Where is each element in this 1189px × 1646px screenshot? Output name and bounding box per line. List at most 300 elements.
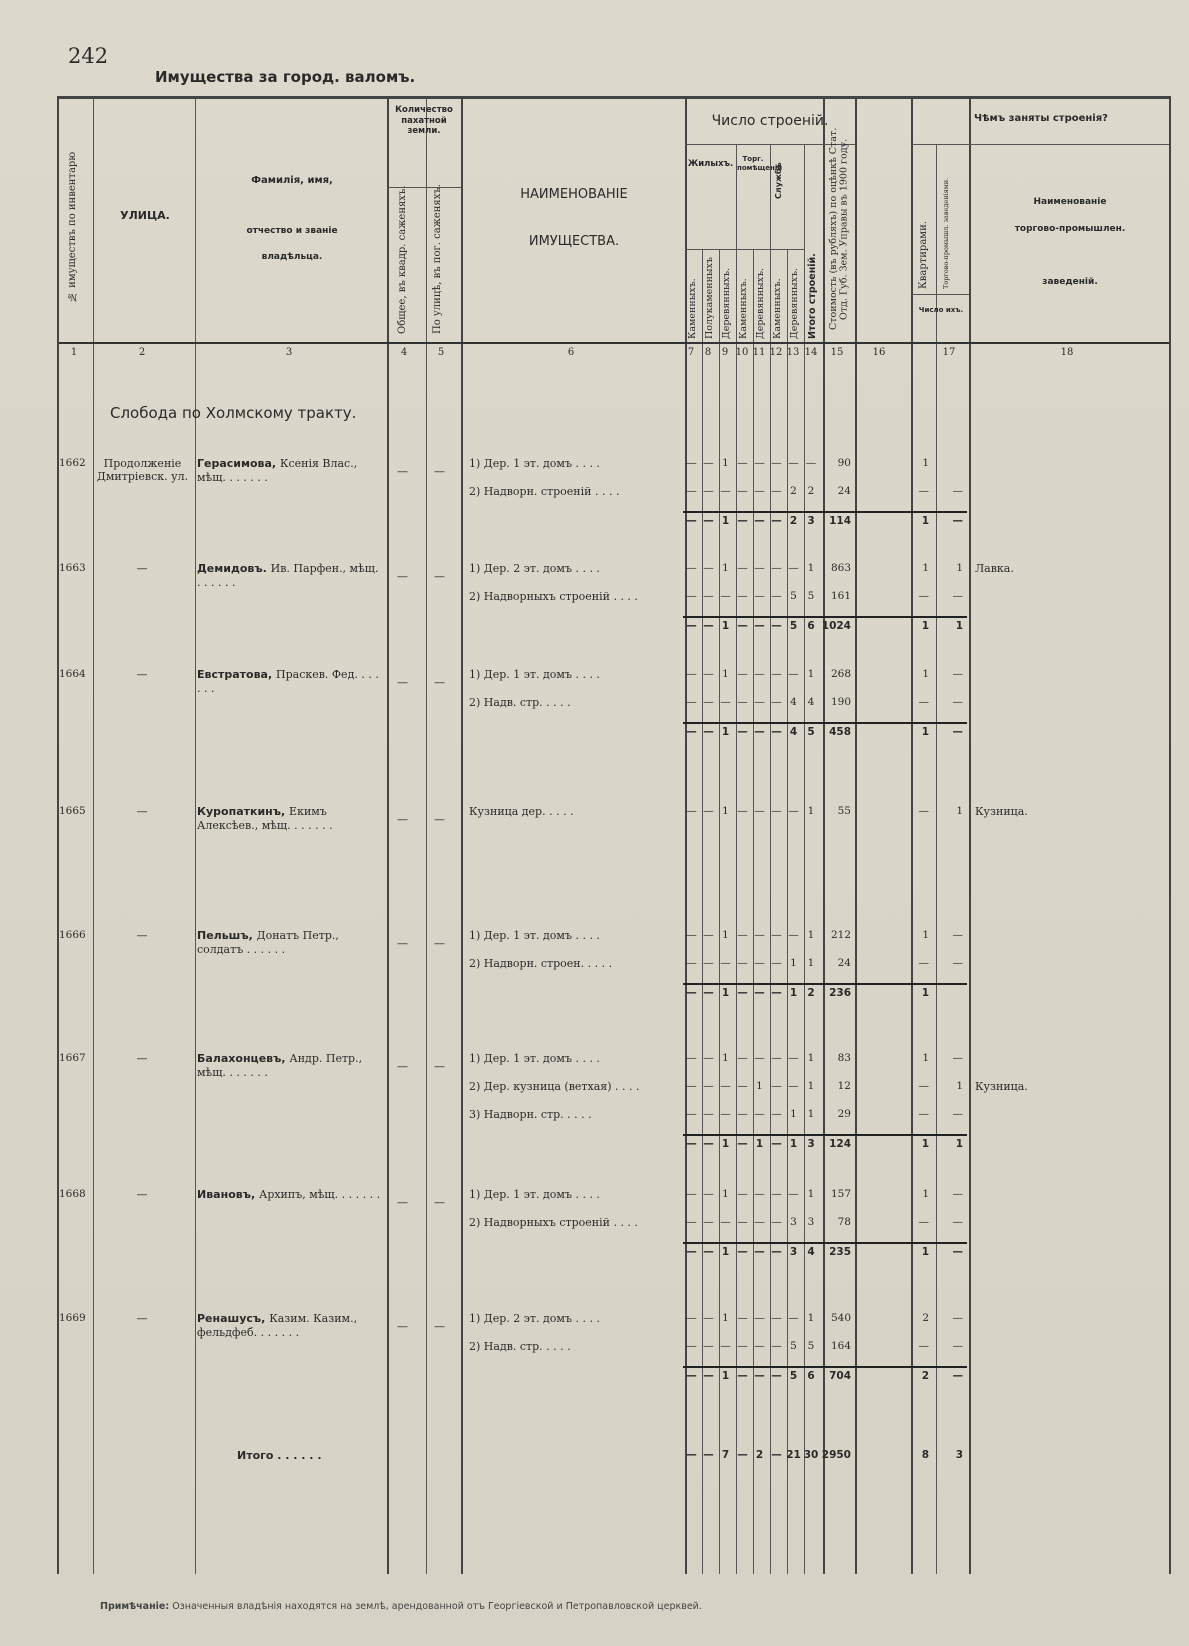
cell-value: 1 <box>807 1188 815 1200</box>
column-number: 18 <box>1060 347 1074 358</box>
cell-value: — <box>771 515 782 527</box>
cell-value: — <box>918 957 929 969</box>
cell-value: — <box>686 1188 697 1200</box>
cell-value: — <box>686 957 697 969</box>
cell-value: 2950 <box>821 1449 851 1461</box>
header-rule <box>911 294 969 295</box>
land-area-value: — <box>397 813 408 826</box>
cell-value: 1 <box>922 1052 929 1064</box>
cell-value: 1 <box>722 668 729 680</box>
cell-value: — <box>754 515 765 527</box>
column-number: 1 <box>70 347 78 358</box>
owner-details: Ксенія Влас., мѣщ. . . . . . . <box>197 457 358 485</box>
column-number: 7 <box>687 347 695 358</box>
cell-value: 2 <box>755 1449 764 1461</box>
cell-value: — <box>737 590 748 602</box>
cell-value: 55 <box>837 805 851 817</box>
cell-value: 5 <box>789 620 798 632</box>
cell-value: — <box>754 805 765 817</box>
cell-value: 1 <box>922 929 929 941</box>
cell-value: — <box>754 1312 765 1324</box>
cell-value: — <box>788 668 799 680</box>
cell-value: — <box>754 1340 765 1352</box>
cell-value: 12 <box>837 1080 851 1092</box>
cell-value: — <box>686 620 697 632</box>
cell-value: 3 <box>807 1216 815 1228</box>
cell-value: — <box>737 805 748 817</box>
cell-value: — <box>686 1312 697 1324</box>
header-rule <box>685 249 804 250</box>
cell-value: — <box>952 726 963 738</box>
cell-value: — <box>771 1216 782 1228</box>
cell-value: 1 <box>921 1138 929 1150</box>
cell-value: — <box>952 1312 963 1324</box>
cell-value: 1 <box>722 457 729 469</box>
cell-value: 2 <box>922 1312 929 1324</box>
cell-value: — <box>918 485 929 497</box>
cell-value: — <box>737 668 748 680</box>
cell-value: — <box>771 1449 782 1461</box>
column-number: 12 <box>769 347 783 358</box>
cell-value: — <box>737 562 748 574</box>
cell-value: — <box>686 1080 697 1092</box>
land-area-value: — <box>397 676 408 689</box>
cell-value: — <box>686 1449 697 1461</box>
cell-value: — <box>703 668 714 680</box>
header-trade-name-3: заведеній. <box>1042 277 1098 287</box>
cell-value: — <box>686 987 697 999</box>
cell-value: 24 <box>837 485 851 497</box>
property-item: 1) Дер. 1 эт. домъ . . . . <box>469 457 600 470</box>
header-area-street: По улицѣ, въ пог. саженяхъ. <box>432 184 443 334</box>
cell-value: — <box>703 1080 714 1092</box>
cell-value: — <box>703 805 714 817</box>
cell-value: 2 <box>789 515 798 527</box>
property-item: 1) Дер. 2 эт. домъ . . . . <box>469 562 600 575</box>
owner-name <box>197 929 382 958</box>
cell-value: — <box>918 1216 929 1228</box>
street-name: — <box>136 562 148 575</box>
property-item: 1) Дер. 1 эт. домъ . . . . <box>469 1052 600 1065</box>
cell-value: — <box>771 1340 782 1352</box>
col-divider <box>736 144 737 1574</box>
property-item: 2) Надворныхъ строеній . . . . <box>469 590 638 603</box>
street-name: Продолженіе Дмитріевск. ул. <box>96 457 189 484</box>
cell-value: 8 <box>921 1449 929 1461</box>
cell-value: — <box>737 457 748 469</box>
cell-value: 1 <box>722 929 729 941</box>
cell-value: 1 <box>922 562 929 574</box>
cell-value: 1 <box>807 562 815 574</box>
cell-value: — <box>952 1246 963 1258</box>
header-c11: Деревянныхъ. <box>755 267 766 339</box>
cell-value: — <box>788 1052 799 1064</box>
cell-value: — <box>703 1052 714 1064</box>
land-area-value: — <box>397 937 408 950</box>
cell-value: 4 <box>807 1246 815 1258</box>
column-number: 16 <box>872 347 886 358</box>
inventory-number: 1663 <box>59 562 86 574</box>
cell-value: 1 <box>956 805 963 817</box>
cell-value: 1 <box>721 987 730 999</box>
col-divider <box>969 99 971 1574</box>
cell-value: 78 <box>837 1216 851 1228</box>
cell-value: — <box>720 485 731 497</box>
owner-name <box>197 457 382 486</box>
header-trade-premises: Торг. помѣщеній <box>737 155 783 172</box>
cell-value: 5 <box>807 1340 815 1352</box>
cell-value: — <box>737 485 748 497</box>
owner-details: Донатъ Петр., солдатъ . . . . . . <box>197 929 339 957</box>
property-item: 2) Дер. кузница (ветхая) . . . . <box>469 1080 640 1093</box>
cell-value: — <box>686 668 697 680</box>
cell-value: 1 <box>807 957 815 969</box>
cell-value: 1 <box>807 1108 815 1120</box>
street-length-value: — <box>434 1320 445 1333</box>
cell-value: 2 <box>921 1370 929 1382</box>
inventory-number: 1667 <box>59 1052 86 1064</box>
cell-value: 235 <box>829 1246 851 1258</box>
cell-value: — <box>771 485 782 497</box>
cell-value: 704 <box>829 1370 851 1382</box>
cell-value: — <box>737 1138 748 1150</box>
cell-value: — <box>771 1080 782 1092</box>
street-length-value: — <box>434 813 445 826</box>
owner-surname: Куропаткинъ, <box>197 805 290 818</box>
footnote <box>100 1601 702 1612</box>
col-divider <box>461 99 463 1574</box>
cell-value: — <box>754 726 765 738</box>
col-divider <box>855 99 857 1574</box>
cell-value: 1 <box>807 805 815 817</box>
cell-value: — <box>754 957 765 969</box>
cell-value: 1 <box>807 668 815 680</box>
cell-value: 5 <box>790 1340 797 1352</box>
cell-value: — <box>788 1080 799 1092</box>
trade-name: Кузница. <box>975 1080 1028 1093</box>
cell-value: 540 <box>830 1312 851 1324</box>
cell-value: — <box>686 562 697 574</box>
col-divider <box>387 99 389 1574</box>
cell-value: — <box>720 1080 731 1092</box>
cell-value: 83 <box>837 1052 851 1064</box>
cell-value: — <box>754 620 765 632</box>
owner-surname: Герасимова, <box>197 457 280 470</box>
cell-value: 30 <box>803 1449 819 1461</box>
cell-value: — <box>703 1340 714 1352</box>
cell-value: 1 <box>722 1312 729 1324</box>
cell-value: 3 <box>955 1449 963 1461</box>
cell-value: — <box>720 957 731 969</box>
cell-value: — <box>686 1138 697 1150</box>
cell-value: — <box>952 1340 963 1352</box>
header-c17: Торгово-промышл. заведеніями. <box>942 177 950 289</box>
column-number: 13 <box>786 347 800 358</box>
cell-value: — <box>703 929 714 941</box>
column-number: 14 <box>804 347 818 358</box>
trade-name: Лавка. <box>975 562 1014 575</box>
cell-value: 1 <box>807 1312 815 1324</box>
cell-value: 1 <box>722 1052 729 1064</box>
cell-value: — <box>952 1052 963 1064</box>
cell-value: — <box>952 668 963 680</box>
cell-value: 4 <box>790 696 797 708</box>
cell-value: — <box>771 457 782 469</box>
cell-value: — <box>754 1108 765 1120</box>
column-number: 6 <box>567 347 575 358</box>
cell-value: — <box>918 805 929 817</box>
col-divider <box>195 99 196 1574</box>
cell-value: — <box>952 590 963 602</box>
cell-value: — <box>720 1108 731 1120</box>
cell-value: — <box>737 1449 748 1461</box>
header-inventory-no: № имуществъ по инвентарю <box>67 151 78 302</box>
cell-value: — <box>771 929 782 941</box>
land-area-value: — <box>397 465 408 478</box>
inventory-number: 1662 <box>59 457 86 469</box>
cell-value: 1 <box>807 1080 815 1092</box>
subtotal-rule <box>683 511 967 513</box>
cell-value: — <box>720 1216 731 1228</box>
property-item: 2) Надворн. строен. . . . . <box>469 957 613 970</box>
owner-name <box>197 668 382 697</box>
property-item: 2) Надв. стр. . . . . <box>469 696 571 709</box>
cell-value: — <box>686 1246 697 1258</box>
street-name: — <box>136 668 148 681</box>
street-name: — <box>136 1052 148 1065</box>
owner-surname: Евстратова, <box>197 668 276 681</box>
cell-value: — <box>754 1188 765 1200</box>
cell-value: — <box>771 726 782 738</box>
cell-value: — <box>788 1312 799 1324</box>
inventory-number: 1664 <box>59 668 86 680</box>
cell-value: 29 <box>837 1108 851 1120</box>
header-c13: Деревянныхъ. <box>789 267 800 339</box>
cell-value: 458 <box>829 726 851 738</box>
cell-value: — <box>771 1108 782 1120</box>
owner-surname: Пельшъ, <box>197 929 257 942</box>
cell-value: — <box>771 696 782 708</box>
cell-value: 1 <box>922 457 929 469</box>
cell-value: 5 <box>807 590 815 602</box>
property-item: 2) Надв. стр. . . . . <box>469 1340 571 1353</box>
cell-value: — <box>918 590 929 602</box>
cell-value: 863 <box>830 562 851 574</box>
cell-value: — <box>952 1108 963 1120</box>
cell-value: — <box>788 457 799 469</box>
column-number: 17 <box>942 347 956 358</box>
cell-value: 1 <box>721 620 730 632</box>
cell-value: 1 <box>722 1188 729 1200</box>
header-occupied: Чѣмъ заняты строенія? <box>974 113 1108 124</box>
page-subtitle: Имущества за город. валомъ. <box>155 68 416 86</box>
cell-value: — <box>952 957 963 969</box>
cell-value: 4 <box>807 696 815 708</box>
cell-value: — <box>703 987 714 999</box>
cell-value: — <box>703 1449 714 1461</box>
owner-name <box>197 805 382 834</box>
inventory-number: 1665 <box>59 805 86 817</box>
cell-value: — <box>703 1138 714 1150</box>
cell-value: — <box>918 1340 929 1352</box>
cell-value: — <box>952 929 963 941</box>
owner-name <box>197 1052 382 1081</box>
cell-value: — <box>720 590 731 602</box>
cell-value: — <box>737 726 748 738</box>
owner-name <box>197 562 382 591</box>
cell-value: — <box>703 1246 714 1258</box>
cell-value: — <box>754 590 765 602</box>
street-name: — <box>136 805 148 818</box>
street-name: — <box>136 1312 148 1325</box>
owner-details: Казим. Казим., фельдфеб. . . . . . . <box>197 1312 358 1340</box>
street-length-value: — <box>434 676 445 689</box>
cell-value: — <box>918 696 929 708</box>
col-divider <box>804 144 805 1574</box>
cell-value: — <box>737 1108 748 1120</box>
cell-value: — <box>771 1246 782 1258</box>
cell-value: — <box>788 805 799 817</box>
land-area-value: — <box>397 570 408 583</box>
header-num-buildings: Число строеній. <box>711 113 829 129</box>
header-c9: Деревянныхъ. <box>721 267 732 339</box>
cell-value: — <box>686 1052 697 1064</box>
cell-value: 1 <box>721 726 730 738</box>
cell-value: — <box>918 1080 929 1092</box>
cell-value: — <box>720 696 731 708</box>
cell-value: — <box>703 1188 714 1200</box>
footnote-label: Примѣчаніе: <box>100 1601 170 1612</box>
header-rule <box>911 144 1169 145</box>
cell-value: 1 <box>789 1138 798 1150</box>
land-area-value: — <box>397 1196 408 1209</box>
cell-value: — <box>771 590 782 602</box>
cell-value: — <box>771 1312 782 1324</box>
cell-value: 1 <box>956 1080 963 1092</box>
trade-name: Кузница. <box>975 805 1028 818</box>
cell-value: — <box>952 696 963 708</box>
header-c16: Квартирами. <box>918 221 929 289</box>
cell-value: 1 <box>921 1246 929 1258</box>
cell-value: — <box>754 457 765 469</box>
cell-value: — <box>771 620 782 632</box>
street-name: — <box>136 929 148 942</box>
property-item: 2) Надворныхъ строеній . . . . <box>469 1216 638 1229</box>
cell-value: — <box>737 1312 748 1324</box>
col-divider <box>823 99 825 1574</box>
cell-value: 1 <box>921 515 929 527</box>
cell-value: — <box>771 987 782 999</box>
street-length-value: — <box>434 1060 445 1073</box>
cell-value: — <box>703 515 714 527</box>
cell-value: — <box>737 1188 748 1200</box>
subtotal-rule <box>683 983 967 985</box>
cell-value: — <box>737 987 748 999</box>
cell-value: 212 <box>830 929 851 941</box>
cell-value: — <box>771 957 782 969</box>
cell-value: — <box>703 562 714 574</box>
cell-value: — <box>703 1216 714 1228</box>
land-area-value: — <box>397 1320 408 1333</box>
property-item: 1) Дер. 1 эт. домъ . . . . <box>469 668 600 681</box>
cell-value: 1 <box>721 1370 730 1382</box>
cell-value: — <box>686 515 697 527</box>
cell-value: 6 <box>807 620 815 632</box>
cell-value: — <box>754 1370 765 1382</box>
cell-value: — <box>788 929 799 941</box>
cell-value: 3 <box>790 1216 797 1228</box>
cell-value: — <box>737 1080 748 1092</box>
cell-value: 1 <box>921 726 929 738</box>
cell-value: — <box>703 957 714 969</box>
col-divider <box>911 99 913 1574</box>
header-land-area: Количество пахатной земли. <box>395 105 453 137</box>
street-length-value: — <box>434 570 445 583</box>
col-divider <box>936 144 937 1574</box>
cell-value: — <box>686 485 697 497</box>
column-number: 5 <box>437 347 445 358</box>
cell-value: 4 <box>789 726 798 738</box>
cell-value: 5 <box>789 1370 798 1382</box>
cell-value: — <box>771 562 782 574</box>
header-trade-name-2: торгово-промышлен. <box>1014 224 1126 234</box>
cell-value: — <box>737 1370 748 1382</box>
property-item: 1) Дер. 1 эт. домъ . . . . <box>469 1188 600 1201</box>
subtotal-rule <box>683 1134 967 1136</box>
cell-value: 90 <box>837 457 851 469</box>
header-living: Жилыхъ. <box>687 159 734 169</box>
cell-value: 5 <box>807 726 815 738</box>
cell-value: 1 <box>956 562 963 574</box>
header-area-total: Общее, въ квадр. саженяхъ. <box>397 185 408 334</box>
inventory-number: 1666 <box>59 929 86 941</box>
header-owner-2: отчество и званіе <box>246 226 338 236</box>
owner-name <box>197 1312 382 1341</box>
cell-value: — <box>737 1052 748 1064</box>
column-number: 10 <box>735 347 749 358</box>
header-property-1: НАИМЕНОВАНІЕ <box>520 187 628 202</box>
cell-value: — <box>754 987 765 999</box>
cell-value: — <box>754 696 765 708</box>
cell-value: — <box>952 485 963 497</box>
header-street: УЛИЦА. <box>120 209 170 222</box>
cell-value: — <box>703 1312 714 1324</box>
cell-value: 1 <box>807 1052 815 1064</box>
cell-value: 1 <box>922 668 929 680</box>
cell-value: 1 <box>955 1138 963 1150</box>
cell-value: — <box>686 1216 697 1228</box>
cell-value: 1 <box>921 987 929 999</box>
cell-value: — <box>952 1216 963 1228</box>
cell-value: 1 <box>790 957 797 969</box>
street-name: — <box>136 1188 148 1201</box>
cell-value: 2 <box>807 485 815 497</box>
cell-value: 24 <box>837 957 851 969</box>
header-count: Число ихъ. <box>918 306 964 314</box>
cell-value: — <box>703 485 714 497</box>
cell-value: — <box>918 1108 929 1120</box>
subtotal-rule <box>683 722 967 724</box>
cell-value: — <box>737 515 748 527</box>
header-c10: Каменныхъ. <box>738 278 749 339</box>
cell-value: 1 <box>789 987 798 999</box>
cell-value: 161 <box>830 590 851 602</box>
header-bottom-rule <box>59 342 1169 344</box>
cell-value: — <box>737 957 748 969</box>
property-item: 2) Надворн. строеній . . . . <box>469 485 620 498</box>
header-c12: Каменныхъ. <box>772 278 783 339</box>
cell-value: 2 <box>790 485 797 497</box>
